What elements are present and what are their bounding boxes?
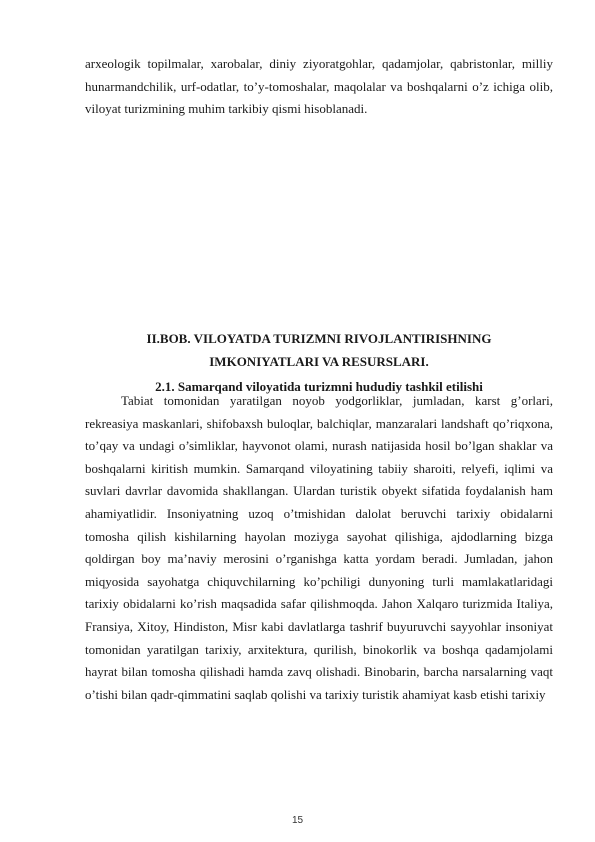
- intro-paragraph: arxeologik topilmalar, xarobalar, diniy ziyoratgohlar, qadamjolar, qabristonlar, milliy hunarmandchilik, urf-odatlar, to’y-tomoshalar, maqolalar va boshqalarni o’z ichiga olib, viloyat turizmining muhim tarkibiy qismi hisoblanadi.: [85, 56, 553, 117]
- chapter-title-line1: II.BOB. VILOYATDA TURIZMNI RIVOJLANTIRISHNING: [146, 331, 492, 346]
- page-number: 15: [291, 815, 304, 826]
- body-paragraph: Tabiat tomonidan yaratilgan noyob yodgorliklar, jumladan, karst g’orlari, rekreasiya maskanlari, shifobaxsh buloqlar, balchiqlar, manzaralari landshaft qo’riqxona, to’qay va undagi o’simliklar, hayvonot olami, nurash natijasida hosil bo’lgan shaklar va boshqalarni kiritish mumkin. Samarqand viloyatining tabiiy sharoiti, relyefi, iqlimi va suvlari davrlar davomida shakllangan. Ulardan turistik obyekt sifatida foydalanish ham ahamiyatlidir. Insoniyatning uzoq o’tmishidan dalolat beruvchi tarixiy obidalarni tomosha qilish kishilarning hayolan moziyga sayohat qilishiga, ajdodlarning bizga qoldirgan boy ma’naviy merosini o’rganishga katta yordam beradi. Jumladan, jahon miqyosida sayohatga chiquvchilarning ko’pchiligi dunyoning turli mamlakatlaridagi tarixiy obidalarni ko’rish maqsadida safar qilishmoqda. Jahon Xalqaro turizmida Italiya, Fransiya, Xitoy, Hindiston, Misr kabi davlatlarga tashrif buyuruvchi sayyohlar insoniyat tomonidan yaratilgan tarixiy, arxitektura, qurilish, binokorlik va boshqa qadamjolami hayrat bilan tomosha qilishadi hamda zavq olishadi. Binobarin, barcha narsalarning vaqt o’tishi bilan qadr-qimmatini saqlab qolishi va tarixiy turistik ahamiyat kasb etishi tarixiy: [85, 393, 553, 702]
- section-title: 2.1. Samarqand viloyatida turizmni hududiy tashkil etilishi: [155, 379, 483, 394]
- chapter-title: [85, 327, 553, 373]
- chapter-title-line2: IMKONIYATLARI VA RESURSLARI.: [209, 354, 429, 369]
